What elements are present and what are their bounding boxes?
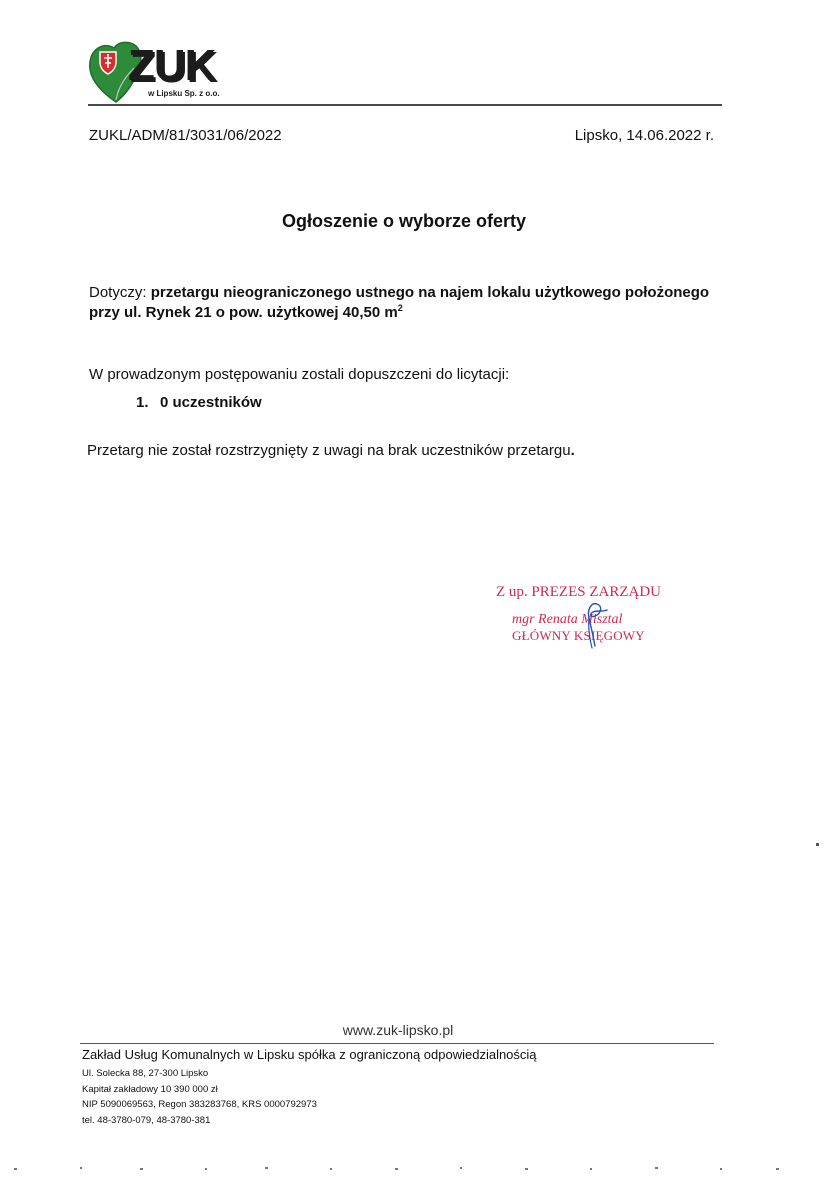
list-item bbox=[136, 393, 262, 413]
scan-edge-mark bbox=[816, 843, 819, 846]
participants-list bbox=[136, 393, 262, 413]
document-title: Ogłoszenie o wyborze oferty bbox=[281, 211, 527, 231]
subject-superscript: 2 bbox=[397, 303, 403, 313]
company-capital: Kapitał zakładowy 10 390 000 zł bbox=[82, 1083, 218, 1095]
logo-text: ZUK bbox=[128, 41, 216, 90]
result-period: . bbox=[570, 442, 575, 459]
header-divider bbox=[88, 104, 722, 106]
subject-label: Dotyczy: bbox=[89, 284, 147, 301]
reference-number: ZUKL/ADM/81/3031/06/2022 bbox=[89, 127, 282, 144]
company-name: Zakład Usług Komunalnych w Lipsku spółka z ograniczoną odpowiedzialnością bbox=[82, 1047, 537, 1062]
handwritten-signature bbox=[575, 596, 615, 650]
list-item-number: 1. bbox=[136, 394, 149, 411]
stamp-authority: Z up. PREZES ZARZĄDU bbox=[496, 584, 661, 600]
company-logo bbox=[88, 38, 248, 106]
subject-paragraph bbox=[89, 283, 729, 323]
company-phone: tel. 48-3780-079, 48-3780-381 bbox=[82, 1114, 211, 1126]
stamp-position: GŁÓWNY KSIĘGOWY bbox=[512, 628, 645, 643]
list-item-text: 0 uczestników bbox=[160, 394, 262, 411]
company-details bbox=[82, 1066, 317, 1128]
result-paragraph bbox=[87, 441, 575, 461]
place-date: Lipsko, 14.06.2022 r. bbox=[574, 127, 714, 144]
scan-artifact-dots bbox=[0, 1166, 832, 1172]
website-link[interactable]: www.zuk-lipsko.pl bbox=[342, 1022, 454, 1038]
subject-text-line2: przy ul. Rynek 21 o pow. użytkowej 40,50 m bbox=[89, 304, 398, 321]
company-registry: NIP 5090069563, Regon 383283768, KRS 0000792973 bbox=[82, 1099, 317, 1110]
company-address: Ul. Solecka 88, 27-300 Lipsko bbox=[82, 1068, 209, 1079]
footer-divider bbox=[80, 1043, 714, 1044]
stamp-name: mgr Renata Misztal bbox=[512, 612, 623, 627]
logo-subtitle: w Lipsku Sp. z o.o. bbox=[148, 89, 220, 98]
result-text: Przetarg nie został rozstrzygnięty z uwagi na brak uczestników przetargu bbox=[87, 442, 571, 459]
admission-paragraph: W prowadzonym postępowaniu zostali dopuszczeni do licytacji: bbox=[89, 366, 510, 383]
subject-text-line1: przetargu nieograniczonego ustnego na najem lokalu użytkowego położonego bbox=[150, 284, 710, 301]
